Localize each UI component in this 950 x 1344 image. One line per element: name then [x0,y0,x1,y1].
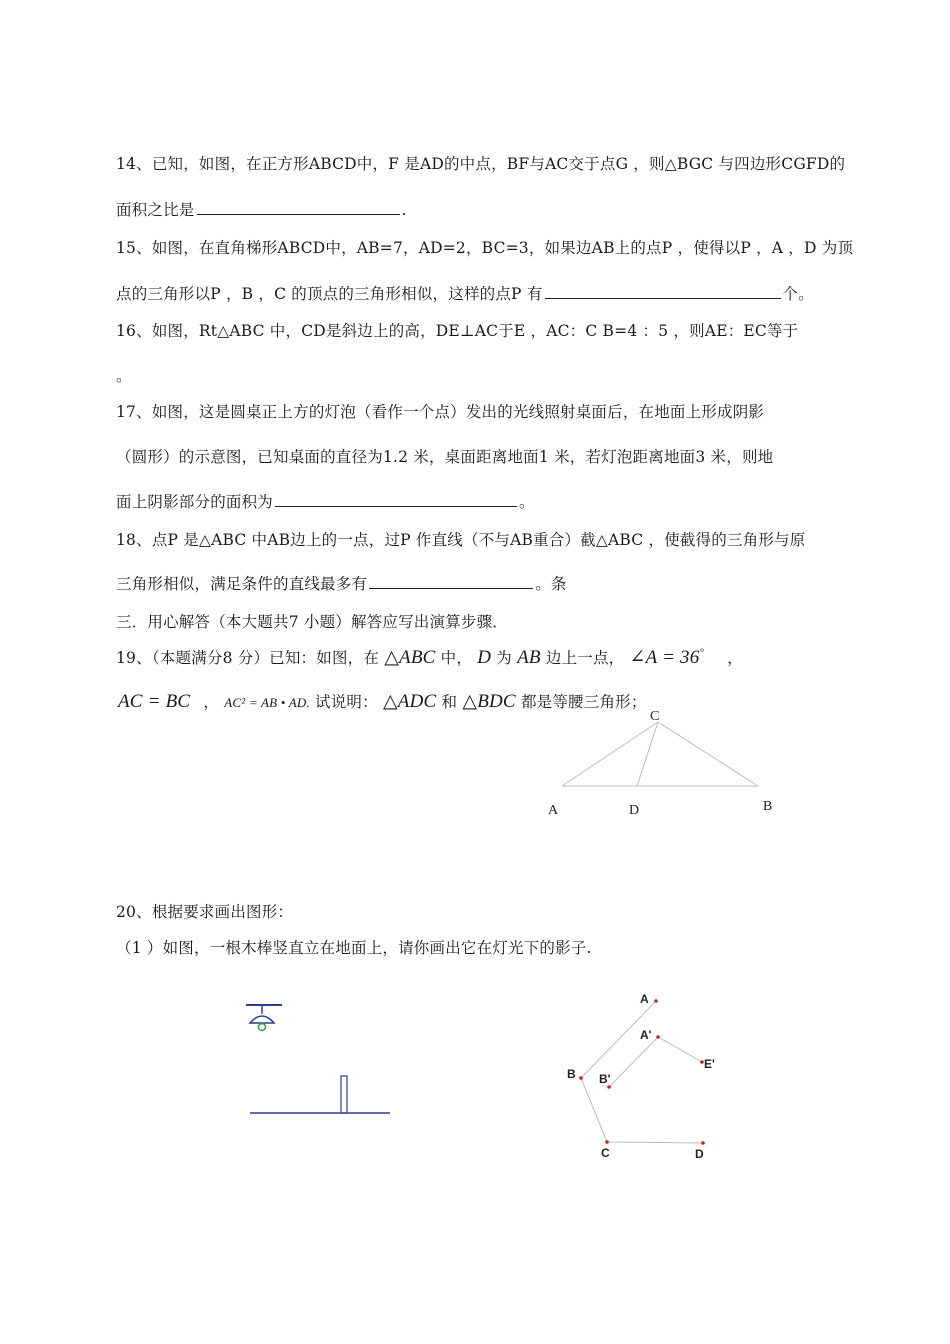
lamp-shade-icon [250,1016,274,1023]
segment-a-prime-e-prime [658,1037,702,1062]
q18-line2-pre: 三角形相似，满足条件的直线最多有 [116,575,368,593]
q16-line2: 。 [116,367,132,385]
q19-segment-cd [637,722,658,786]
q19-segment-ab: AB [517,647,541,668]
q19-mid3: 边上一点， [545,649,625,667]
q19-triangle-figure [540,700,800,830]
q19-angle-value: ∠A = 36 [629,647,700,668]
q14-line2-post: . [401,201,407,219]
q14-line1: 14、已知，如图，在正方形ABCD中，F 是AD的中点，BF与AC交于点G ，则△BGC 与四边形CGFD的 [116,155,846,173]
q19-label-c: C [650,709,660,724]
q15-line2-post: 个。 [782,285,814,303]
q19-and: 和 [441,693,458,711]
q18-answer-blank[interactable] [369,587,533,589]
q17-answer-blank[interactable] [275,505,517,507]
q19-tail: 都是等腰三角形； [520,693,647,711]
label-a: A [640,992,649,1006]
label-d: D [695,1147,704,1161]
q18-line2 [116,572,567,594]
label-b: B [567,1067,576,1081]
q19-triangle-bdc: △BDC [462,691,516,712]
q14-line2 [116,198,407,220]
light-bulb-icon [259,1024,266,1031]
q19-angle-a [630,647,705,668]
q19-triangle-adc: △ADC [382,691,437,712]
point-c [605,1140,609,1144]
q19-mid1: 中， [440,649,473,667]
q18-line2-post: 。条 [535,575,567,593]
q19-prefix: 19、（本题满分8 分）已知：如图，在 [116,649,380,667]
wooden-stick [341,1076,347,1113]
q20-polygon-figure [555,985,745,1175]
q15-answer-blank[interactable] [545,297,781,299]
q19-label-d: D [629,803,640,818]
q19-condition-ac-squared: AC² = AB • AD. [224,695,310,710]
q15-line1: 15、如图，在直角梯形ABCD中，AB=7，AD=2，BC=3，如果边AB上的点P ，使得以P ，A ，D 为顶 [116,239,854,257]
q17-line3 [116,490,535,512]
q19-label-b: B [763,799,773,814]
section-3-heading: 三．用心解答（本大题共7 小题）解答应写出演算步骤． [116,613,508,631]
q19-label-a: A [548,803,559,818]
q20-part1: （1 ）如图，一根木棒竖直立在地面上，请你画出它在灯光下的影子. [116,939,592,957]
label-a-prime: A' [640,1028,652,1042]
q14-answer-blank[interactable] [197,213,400,215]
q17-line2: （圆形）的示意图，已知桌面的直径为1.2 米，桌面距离地面1 米，若灯泡距离地面3 米，则地 [116,448,774,466]
point-a [654,999,658,1003]
q19-explain: 试说明： [315,693,378,711]
q19-condition-ac-bc: AC = BC [118,691,191,712]
q17-line3-pre: 面上阴影部分的面积为 [116,493,274,511]
q14-line2-pre: 面积之比是 [116,201,195,219]
q19-side-bc [658,722,758,786]
q19-mid2: 为 [496,649,512,667]
q19-point-d: D [477,647,492,668]
point-b [579,1076,583,1080]
point-d [701,1141,705,1145]
q18-line1: 18、点P 是△ABC 中AB边上的一点，过P 作直线（不与AB重合）截△ABC ，使截得的三角形与原 [116,531,806,549]
label-b-prime: B' [599,1072,611,1086]
q19-triangle-abc: △ABC [384,647,436,668]
q20-lamp-stick-figure [240,995,400,1125]
q19-cond-sep: ， [203,693,220,711]
label-e-prime: E' [704,1057,715,1071]
label-c: C [601,1146,610,1160]
q20-title: 20、根据要求画出图形： [116,903,294,921]
q17-line1: 17、如图，这是圆桌正上方的灯泡（看作一个点）发出的光线照射桌面后，在地面上形成阴影 [116,403,765,421]
q16-line1: 16、如图，Rt△ABC 中，CD是斜边上的高，DE⊥AC于E ，AC：C B=4 ：5 ，则AE：EC等于 [116,322,799,340]
q17-line3-post: 。 [519,493,535,511]
q19-degree: ° [699,646,705,659]
q19-side-ac [562,722,658,786]
q15-line2-pre: 点的三角形以P ，B ，C 的顶点的三角形相似，这样的点P 有 [116,285,543,303]
q15-line2 [116,282,814,304]
q19-comma: ， [727,649,743,667]
point-a-prime [656,1035,660,1039]
q19-line1 [116,646,743,669]
segment-a-prime-b-prime [609,1037,658,1087]
